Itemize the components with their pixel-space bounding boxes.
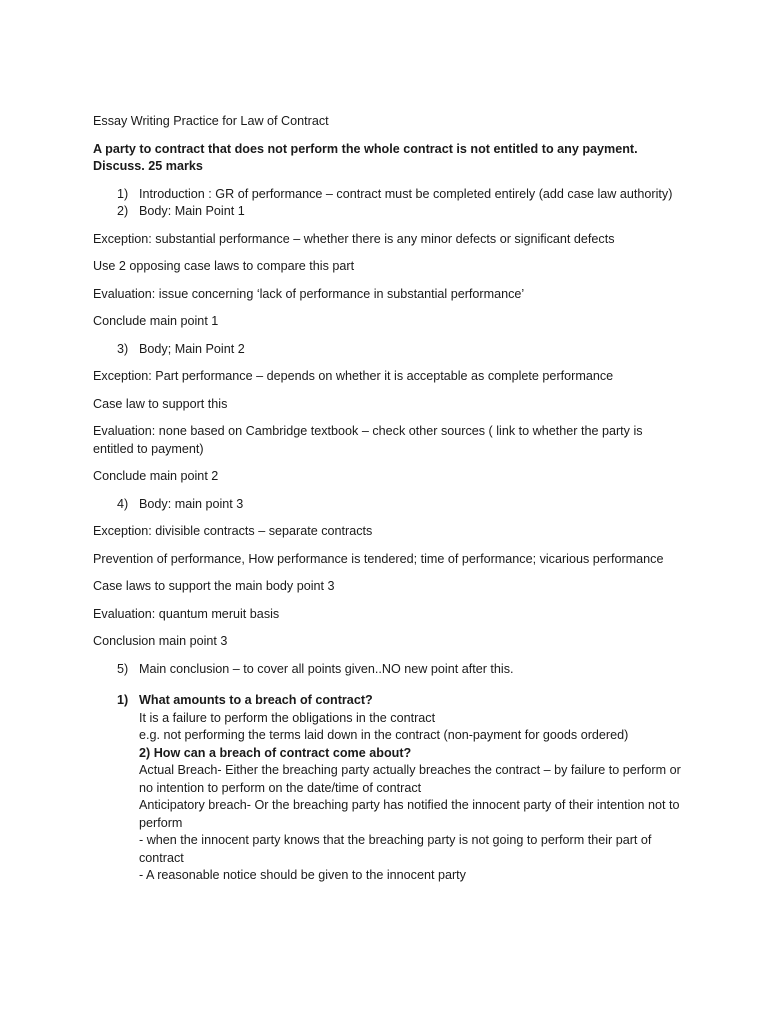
section-number: 1): [117, 693, 129, 707]
section-question-1: What amounts to a breach of contract?: [139, 693, 373, 707]
breach-section: [93, 692, 683, 885]
paragraph: Conclude main point 1: [93, 314, 219, 328]
section-answer-line: It is a failure to perform the obligations in the contract: [139, 710, 436, 725]
list-text: Introduction : GR of performance – contract must be completed entirely (add case law authority): [139, 186, 673, 201]
list-text: Main conclusion – to cover all points given..NO new point after this.: [139, 661, 514, 676]
list-item: [93, 186, 683, 204]
section-answer-line: e.g. not performing the terms laid down in the contract (non-payment for goods ordered): [139, 728, 629, 742]
paragraph: Evaluation: none based on Cambridge textbook – check other sources ( link to whether the party is entitled to payment): [93, 424, 643, 456]
outline-list-5: [93, 661, 683, 679]
list-item: [93, 203, 683, 221]
essay-question: A party to contract that does not perform the whole contract is not entitled to any payment. Discuss. 25 marks: [93, 141, 638, 173]
list-number: 1): [117, 186, 129, 201]
paragraph: Evaluation: issue concerning ‘lack of performance in substantial performance’: [93, 286, 525, 301]
paragraph: Exception: Part performance – depends on whether it is acceptable as complete performance: [93, 369, 614, 383]
section-question-2: 2) How can a breach of contract come about?: [139, 745, 412, 760]
paragraph: Use 2 opposing case laws to compare this part: [93, 259, 355, 273]
list-item: [93, 496, 683, 514]
list-number: 2): [117, 204, 129, 218]
section-answer-line: Anticipatory breach- Or the breaching party has notified the innocent party of their intention not to perform: [139, 798, 680, 830]
list-text: Body; Main Point 2: [139, 341, 245, 356]
document-title: Essay Writing Practice for Law of Contract: [93, 114, 329, 128]
paragraph: Prevention of performance, How performance is tendered; time of performance; vicarious performance: [93, 551, 664, 566]
list-number: 5): [117, 661, 129, 676]
paragraph: Case laws to support the main body point 3: [93, 579, 335, 593]
section-answer-line: Actual Breach- Either the breaching party actually breaches the contract – by failure to perform or no intention to perform on the date/time of contract: [139, 763, 681, 795]
paragraph: Conclusion main point 3: [93, 634, 228, 648]
paragraph: Case law to support this: [93, 396, 228, 411]
paragraph: Conclude main point 2: [93, 469, 219, 483]
document-body: [93, 113, 683, 885]
list-number: 3): [117, 341, 129, 356]
list-text: Body: Main Point 1: [139, 204, 245, 218]
paragraph: Exception: divisible contracts – separate contracts: [93, 524, 373, 538]
paragraph: Exception: substantial performance – whether there is any minor defects or significant defects: [93, 231, 615, 246]
list-number: 4): [117, 496, 129, 511]
list-item: [93, 341, 683, 359]
section-answer-line: - A reasonable notice should be given to the innocent party: [139, 868, 466, 882]
list-text: Body: main point 3: [139, 496, 244, 511]
list-item: [93, 661, 683, 679]
outline-list-3: [93, 341, 683, 359]
outline-list-4: [93, 496, 683, 514]
section-answer-line: - when the innocent party knows that the breaching party is not going to perform their part of contract: [139, 833, 652, 865]
outline-list-1: [93, 186, 683, 221]
paragraph: Evaluation: quantum meruit basis: [93, 606, 280, 621]
